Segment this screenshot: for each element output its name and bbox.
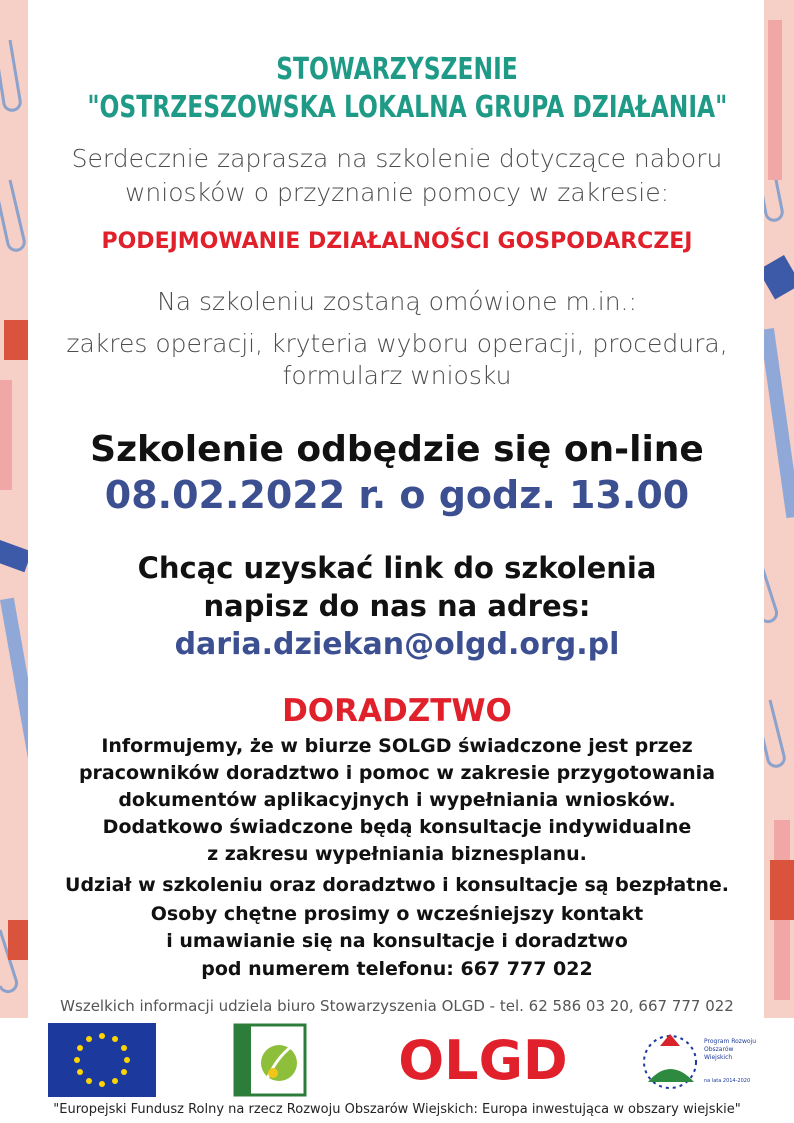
invite-line2: wniosków o przyznanie pomocy w zakresie: <box>124 178 670 207</box>
logo-footer <box>0 1018 794 1123</box>
agenda-line3: formularz wniosku <box>282 361 512 390</box>
advice-line: Dodatkowo świadczone będą konsultacje indywidualne <box>102 816 692 838</box>
agenda-line1: Na szkoleniu zostaną omówione m.in.: <box>157 287 637 316</box>
eafrd-slogan: "Europejski Fundusz Rolny na rzecz Rozwoju Obszarów Wiejskich: Europa inwestująca w obszary wiejskie" <box>53 1102 741 1117</box>
online-notice: Szkolenie odbędzie się on-line <box>90 429 704 470</box>
agenda-line2: zakres operacji, kryteria wyboru operacji, procedura, <box>66 329 728 358</box>
invite-line1: Serdecznie zaprasza na szkolenie dotyczące naboru <box>71 144 723 173</box>
olgd-logo: OLGD <box>398 1029 568 1092</box>
training-topic: PODEJMOWANIE DZIAŁALNOŚCI GOSPODARCZEJ <box>101 229 693 254</box>
advice-line: pracowników doradztwo i pomoc w zakresie przygotowania <box>78 762 716 784</box>
eu-flag-logo <box>48 1023 156 1097</box>
advice-heading: DORADZTWO <box>282 693 512 729</box>
contact-line1: Chcąc uzyskać link do szkolenia <box>137 551 657 585</box>
info-contact-line: Wszelkich informacji udziela biuro Stowarzyszenia OLGD - tel. 62 586 03 20, 667 777 022 <box>60 997 734 1015</box>
advice-phone-line: pod numerem telefonu: 667 777 022 <box>201 958 593 980</box>
prow-logo <box>640 1026 762 1100</box>
advice-line: Udział w szkoleniu oraz doradztwo i konsultacje są bezpłatne. <box>65 874 729 896</box>
leader-logo-icon <box>233 1023 307 1097</box>
prow-logo-text: Program Rozwoju Obszarów Wiejskich <box>704 1038 756 1061</box>
org-title-line2: "OSTRZESZOWSKA LOKALNA GRUPA DZIAŁANIA" <box>87 90 728 125</box>
org-title-line1: STOWARZYSZENIE <box>276 52 518 87</box>
advice-line: Osoby chętne prosimy o wcześniejszy kontakt <box>150 903 644 925</box>
advice-line: i umawianie się na konsultacje i doradztwo <box>166 930 628 952</box>
prow-logo-years: na lata 2014-2020 <box>704 1078 751 1084</box>
leader-logo <box>233 1023 307 1097</box>
contact-line2: napisz do nas na adres: <box>203 589 591 623</box>
event-datetime: 08.02.2022 r. o godz. 13.00 <box>104 473 690 517</box>
contact-email-link[interactable]: daria.dziekan@olgd.org.pl <box>174 627 620 662</box>
advice-line: Informujemy, że w biurze SOLGD świadczone jest przez <box>101 735 693 757</box>
advice-line: dokumentów aplikacyjnych i wypełniania wniosków. <box>118 789 676 811</box>
advice-line: z zakresu wypełniania biznesplanu. <box>207 843 587 865</box>
